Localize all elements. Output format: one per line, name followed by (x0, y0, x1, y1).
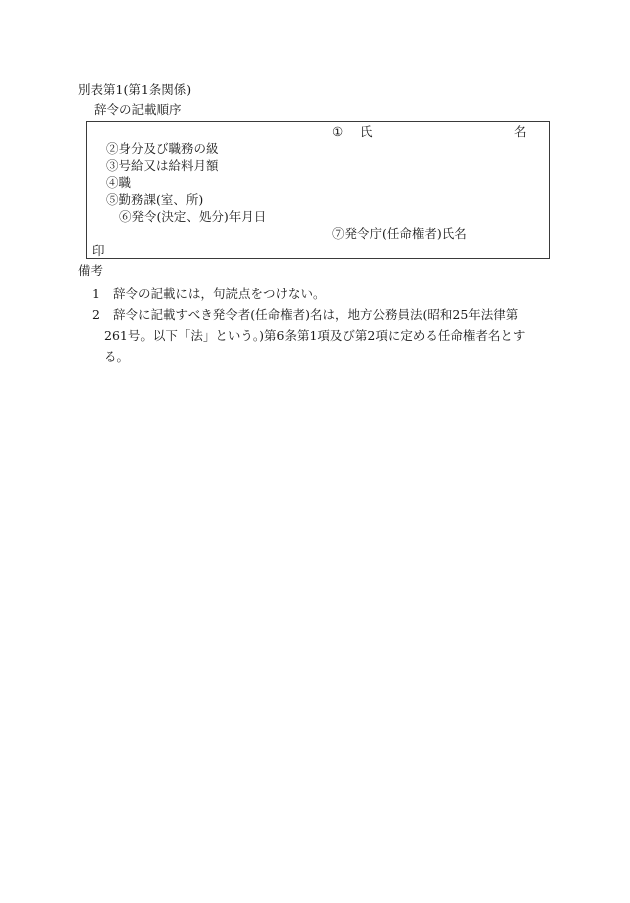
appointment-order-form-box (86, 121, 550, 259)
item-1-number: ① (332, 124, 344, 139)
seal-mark: 印 (92, 243, 105, 258)
note-1-number: 1 (92, 286, 100, 301)
item-5-department: ⑤勤務課(室、所) (106, 192, 204, 207)
remarks-title: 備考 (78, 263, 104, 278)
item-6-issue-date: ⑥発令(決定、処分)年月日 (119, 209, 267, 224)
item-3-salary: ③号給又は給料月額 (106, 158, 219, 173)
item-4-position: ④職 (106, 175, 132, 190)
note-2-line: る。 (104, 349, 130, 364)
note-2-number: 2 (92, 307, 100, 322)
item-1-name-right: 名 (514, 124, 527, 139)
note-2-line: 辞令に記載すべき発令者(任命権者)名は，地方公務員法(昭和25年法律第 (113, 307, 519, 322)
document-subtitle: 辞令の記載順序 (94, 102, 182, 117)
note-1-text: 辞令の記載には，句読点をつけない。 (113, 286, 326, 301)
note-2-line: 261号。以下「法」という。)第6条第1項及び第2項に定める任命権者名とす (104, 328, 526, 343)
item-7-issuing-authority: ⑦発令庁(任命権者)氏名 (332, 226, 467, 241)
item-2-status-and-grade: ②身分及び職務の級 (106, 141, 219, 156)
appendix-title: 別表第1(第1条関係) (78, 82, 192, 97)
item-1-name-left: 氏 (360, 124, 373, 139)
